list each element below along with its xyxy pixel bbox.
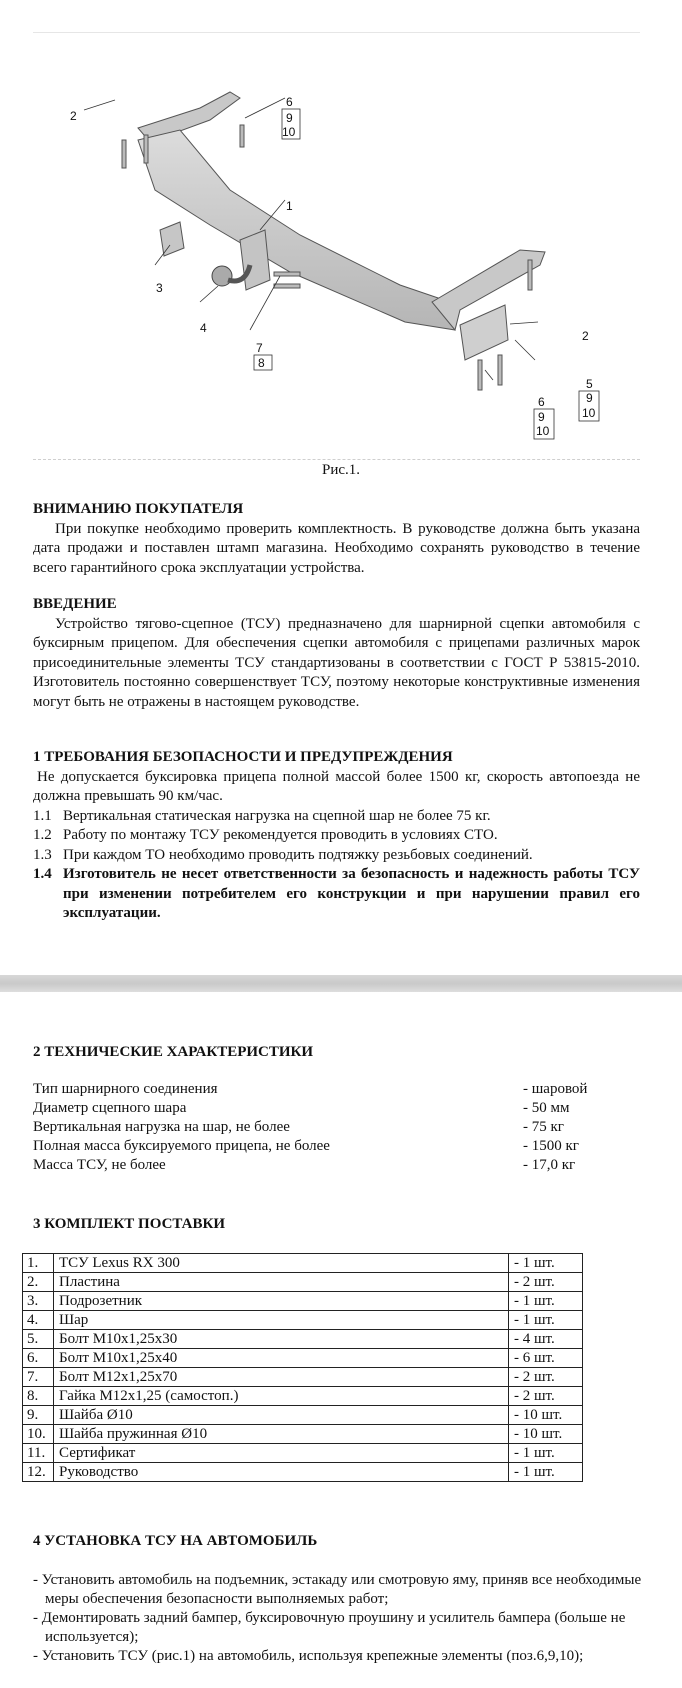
intro-text: Устройство тягово-сцепное (ТСУ) предназначено для шарнирной сцепки автомобиля с буксирным прицепом. Для обеспечения сцепки автомобиля с прицепами различных марок присоединительные элементы ТСУ стандартизованы в соответствии с ГОСТ Р 53815-2010. Изготовитель постоянно совершенствует ТСУ, поэтому некоторые конструктивные изменения могут быть не отражены в настоящем руководстве.: [33, 615, 640, 710]
safety-text: Не допускается буксировка прицепа полной массой более 1500 кг, скорость автопоезда не должна превышать 90 км/час.: [33, 768, 640, 804]
callout-10-top: 10: [282, 125, 296, 139]
table-row: 3. Подрозетник - 1 шт.: [23, 1292, 583, 1311]
install-step: - Демонтировать задний бампер, буксировочную проушину и усилитель бампера (больше не используется);: [33, 1610, 626, 1645]
notice-title: ВНИМАНИЮ ПОКУПАТЕЛЯ: [33, 501, 244, 517]
table-row: 9. Шайба Ø10 - 10 шт.: [23, 1406, 583, 1425]
install-title: 4 УСТАНОВКА ТСУ НА АВТОМОБИЛЬ: [33, 1533, 318, 1549]
callout-9-bottom: 9: [538, 410, 545, 424]
install-step: - Установить ТСУ (рис.1) на автомобиль, используя крепежные элементы (поз.6,9,10);: [33, 1648, 584, 1664]
safety-title: 1 ТРЕБОВАНИЯ БЕЗОПАСНОСТИ И ПРЕДУПРЕЖДЕНИЯ: [33, 749, 453, 765]
safety-item: 1.3 При каждом ТО необходимо проводить подтяжку резьбовых соединений.: [33, 846, 533, 863]
figure-caption: Рис.1.: [321, 462, 361, 478]
spec-row: Тип шарнирного соединения - шаровой: [33, 1081, 588, 1097]
callout-9-right: 9: [586, 391, 593, 405]
socket-bracket: [160, 222, 184, 256]
callout-3: 3: [156, 281, 163, 295]
page-separator: [0, 975, 682, 992]
callout-6-top: 6: [286, 95, 293, 109]
callout-2-left: 2: [70, 109, 77, 123]
notice-text: При покупке необходимо проверить комплектность. В руководстве должна быть указана дата продажи и поставлен штамп магазина. Необходимо сохранять руководство в течение всего гарантийного срока эксплуатации устройства.: [33, 520, 640, 576]
safety-section: [33, 748, 640, 924]
specs-title: 2 ТЕХНИЧЕСКИЕ ХАРАКТЕРИСТИКИ: [33, 1044, 314, 1060]
specs-list: [33, 1080, 640, 1175]
safety-item-warning: 1.4 Изготовитель не несет ответственности за безопасность и надежность работы ТСУ при изменении потребителем его конструкции и при нарушении правил его эксплуатации.: [33, 866, 640, 921]
callout-10-right: 10: [582, 406, 596, 420]
callout-6-bottom: 6: [538, 395, 545, 409]
callout-7: 7: [256, 341, 263, 355]
callout-1: 1: [286, 199, 293, 213]
install-step: - Установить автомобиль на подъемник, эстакаду или смотровую яму, приняв все необходимые меры обеспечения безопасности выполняемых работ;: [33, 1572, 642, 1607]
kit-title: 3 КОМПЛЕКТ ПОСТАВКИ: [33, 1216, 226, 1232]
intro-title: ВВЕДЕНИЕ: [33, 596, 117, 612]
callout-10-bottom: 10: [536, 424, 550, 438]
tow-ball: [212, 266, 232, 286]
intro-section: [33, 595, 640, 712]
table-row: 2. Пластина - 2 шт.: [23, 1273, 583, 1292]
install-list: [33, 1571, 653, 1666]
spec-row: Масса ТСУ, не более - 17,0 кг: [33, 1157, 576, 1173]
callout-2-right: 2: [582, 329, 589, 343]
table-row: 4. Шар - 1 шт.: [23, 1311, 583, 1330]
top-rule: [33, 32, 640, 33]
table-row: 10. Шайба пружинная Ø10 - 10 шт.: [23, 1425, 583, 1444]
figure-divider: [33, 459, 640, 460]
spec-row: Вертикальная нагрузка на шар, не более - 75 кг: [33, 1119, 564, 1135]
callout-9-top: 9: [286, 111, 293, 125]
table-row: 6. Болт М10х1,25х40 - 6 шт.: [23, 1349, 583, 1368]
spec-row: Диаметр сцепного шара - 50 мм: [33, 1100, 570, 1116]
table-row: 11. Сертификат - 1 шт.: [23, 1444, 583, 1463]
spec-row: Полная масса буксируемого прицепа, не более - 1500 кг: [33, 1138, 579, 1154]
table-row: 1. ТСУ Lexus RX 300 - 1 шт.: [23, 1254, 583, 1273]
kit-table: [22, 1253, 583, 1482]
ball-mount-plate: [240, 230, 270, 290]
left-mount-bracket: [138, 92, 240, 142]
table-row: 7. Болт М12х1,25х70 - 2 шт.: [23, 1368, 583, 1387]
table-row: 12. Руководство - 1 шт.: [23, 1463, 583, 1482]
callout-8: 8: [258, 356, 265, 370]
right-plate: [460, 305, 508, 360]
table-row: 8. Гайка М12х1,25 (самостоп.) - 2 шт.: [23, 1387, 583, 1406]
callout-5: 5: [586, 377, 593, 391]
main-cross-tube: [138, 130, 455, 330]
towbar-diagram: [60, 40, 620, 460]
safety-item: 1.2 Работу по монтажу ТСУ рекомендуется проводить в условиях СТО.: [33, 827, 498, 843]
safety-item: 1.1 Вертикальная статическая нагрузка на сцепной шар не более 75 кг.: [33, 807, 491, 824]
table-row: 5. Болт М10х1,25х30 - 4 шт.: [23, 1330, 583, 1349]
notice-section: [33, 500, 640, 578]
callout-4: 4: [200, 321, 207, 335]
